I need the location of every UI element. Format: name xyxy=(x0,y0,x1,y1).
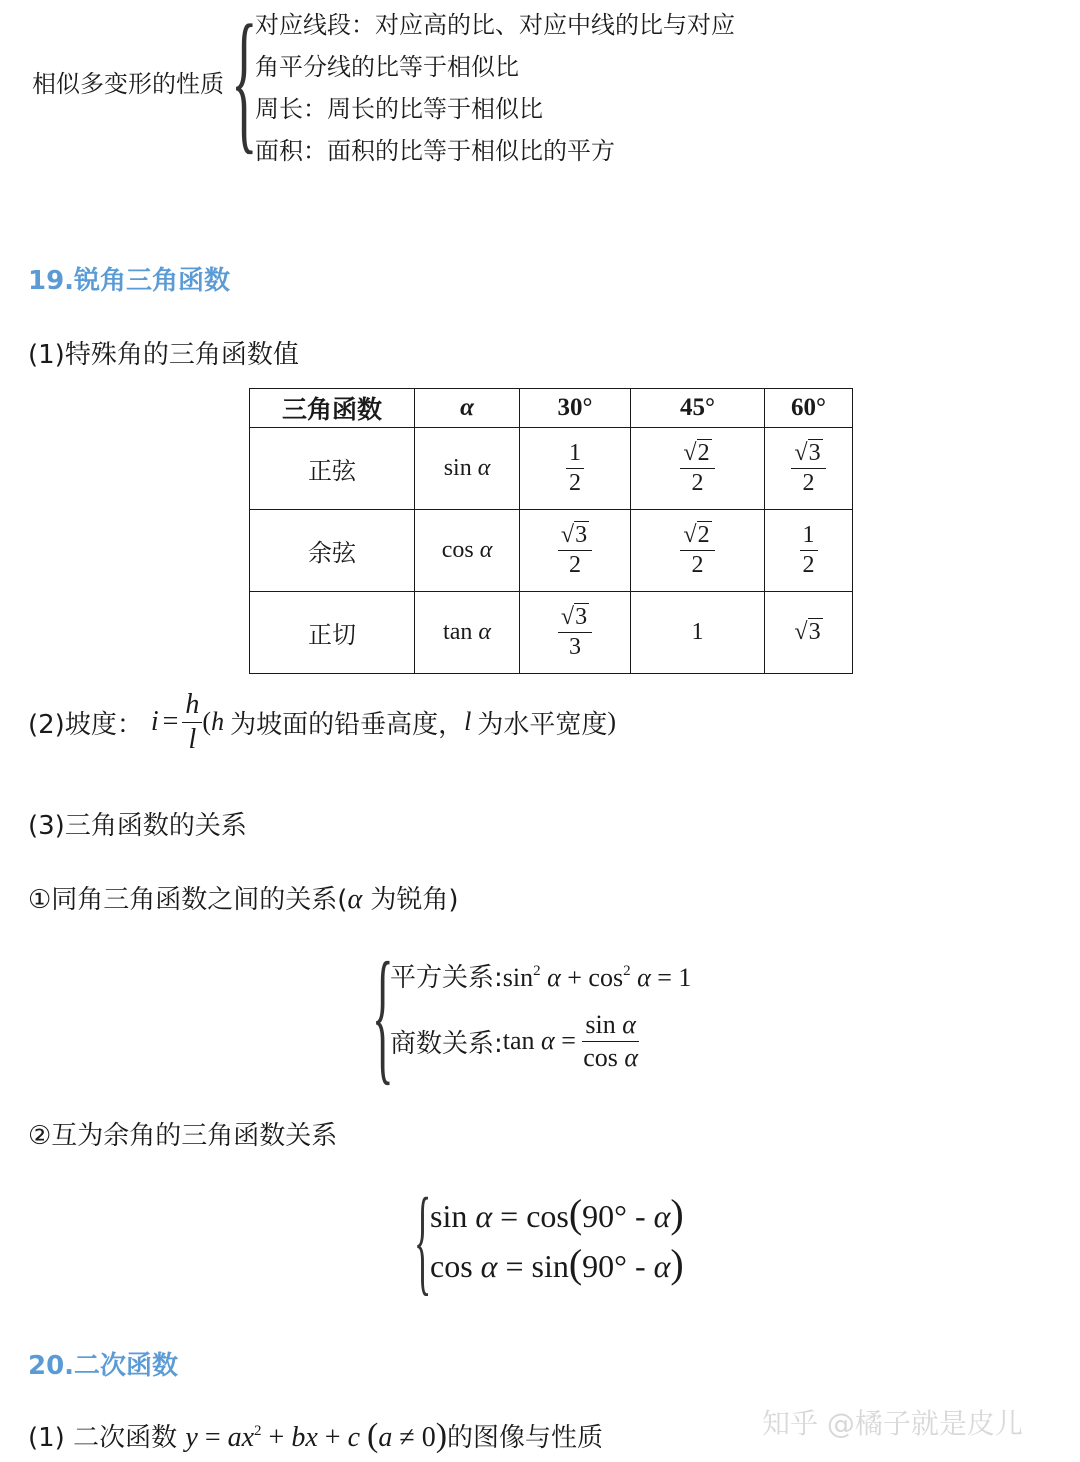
complementary-brace: { xyxy=(414,1173,432,1306)
row-name-tan: 正切 xyxy=(250,592,415,674)
section-20-title: 20.二次函数 xyxy=(28,1351,179,1381)
tan-45-value: 1 xyxy=(631,592,765,674)
complementary-heading: ②互为余角的三角函数关系 xyxy=(28,1121,338,1151)
slope-formula: (2)坡度： i = $\frac{h}{l}$ ( h 为坡面的铅垂高度， l 为水平宽度 ) xyxy=(28,689,617,755)
header-30: 30° xyxy=(520,389,631,428)
watermark: 知乎 @橘子就是皮儿 xyxy=(762,1407,1023,1440)
sin-60-value: $\frac{√3}{2}$ xyxy=(765,428,853,510)
similar-polygon-item-4: 面积：面积的比等于相似比的平方 xyxy=(255,137,615,165)
header-60: 60° xyxy=(765,389,853,428)
section-19-title: 19.锐角三角函数 xyxy=(28,266,231,296)
trig-relation-heading: (3)三角函数的关系 xyxy=(28,811,247,841)
same-angle-heading: ①同角三角函数之间的关系(α 为锐角) xyxy=(28,884,459,915)
complementary-line-2: cos α = sin(90° - α) xyxy=(430,1241,684,1286)
left-brace: { xyxy=(231,0,258,168)
table-row xyxy=(250,510,853,592)
tan-30-value: $\frac{√3}{3}$ xyxy=(520,592,631,674)
table-row xyxy=(250,592,853,674)
header-function: 三角函数 xyxy=(250,389,415,428)
table-row xyxy=(250,428,853,510)
header-45: 45° xyxy=(631,389,765,428)
row-fn-cos: cos α xyxy=(415,510,520,592)
special-angle-heading: (1)特殊角的三角函数值 xyxy=(28,340,299,370)
header-alpha: α xyxy=(415,389,520,428)
similar-polygon-item-2: 角平分线的比等于相似比 xyxy=(255,53,519,81)
special-angle-table xyxy=(249,388,853,674)
similar-polygon-item-3: 周长：周长的比等于相似比 xyxy=(255,95,543,123)
row-name-sin: 正弦 xyxy=(250,428,415,510)
cos-45-value: $\frac{√2}{2}$ xyxy=(631,510,765,592)
complementary-line-1: sin α = cos(90° - α) xyxy=(430,1191,684,1236)
quotient-relation: 商数关系: tan α = $\frac{\text{sin α}}{\text{cos α}}$ xyxy=(390,1010,639,1072)
cos-60-value: $\frac{1}{2}$ xyxy=(765,510,853,592)
sin-45-value: $\frac{√2}{2}$ xyxy=(631,428,765,510)
row-fn-tan: tan α xyxy=(415,592,520,674)
similar-polygon-label: 相似多变形的性质 xyxy=(32,70,224,98)
row-fn-sin: sin α xyxy=(415,428,520,510)
square-relation: 平方关系$:\sin^2$ $\alpha + \cos^2 \alpha = 1$ xyxy=(390,963,692,993)
relation-brace: { xyxy=(372,932,394,1098)
quadratic-heading: (1) 二次函数 $y = ax^2$ + bx + c (a ≠ 0)的图像与性质 xyxy=(28,1417,604,1454)
sin-30-value: $\frac{1}{2}$ xyxy=(520,428,631,510)
table-header-row xyxy=(250,389,853,428)
row-name-cos: 余弦 xyxy=(250,510,415,592)
similar-polygon-item-1: 对应线段：对应高的比、对应中线的比与对应 xyxy=(255,11,735,39)
cos-30-value: $\frac{√3}{2}$ xyxy=(520,510,631,592)
tan-60-value: √3 xyxy=(765,592,853,674)
